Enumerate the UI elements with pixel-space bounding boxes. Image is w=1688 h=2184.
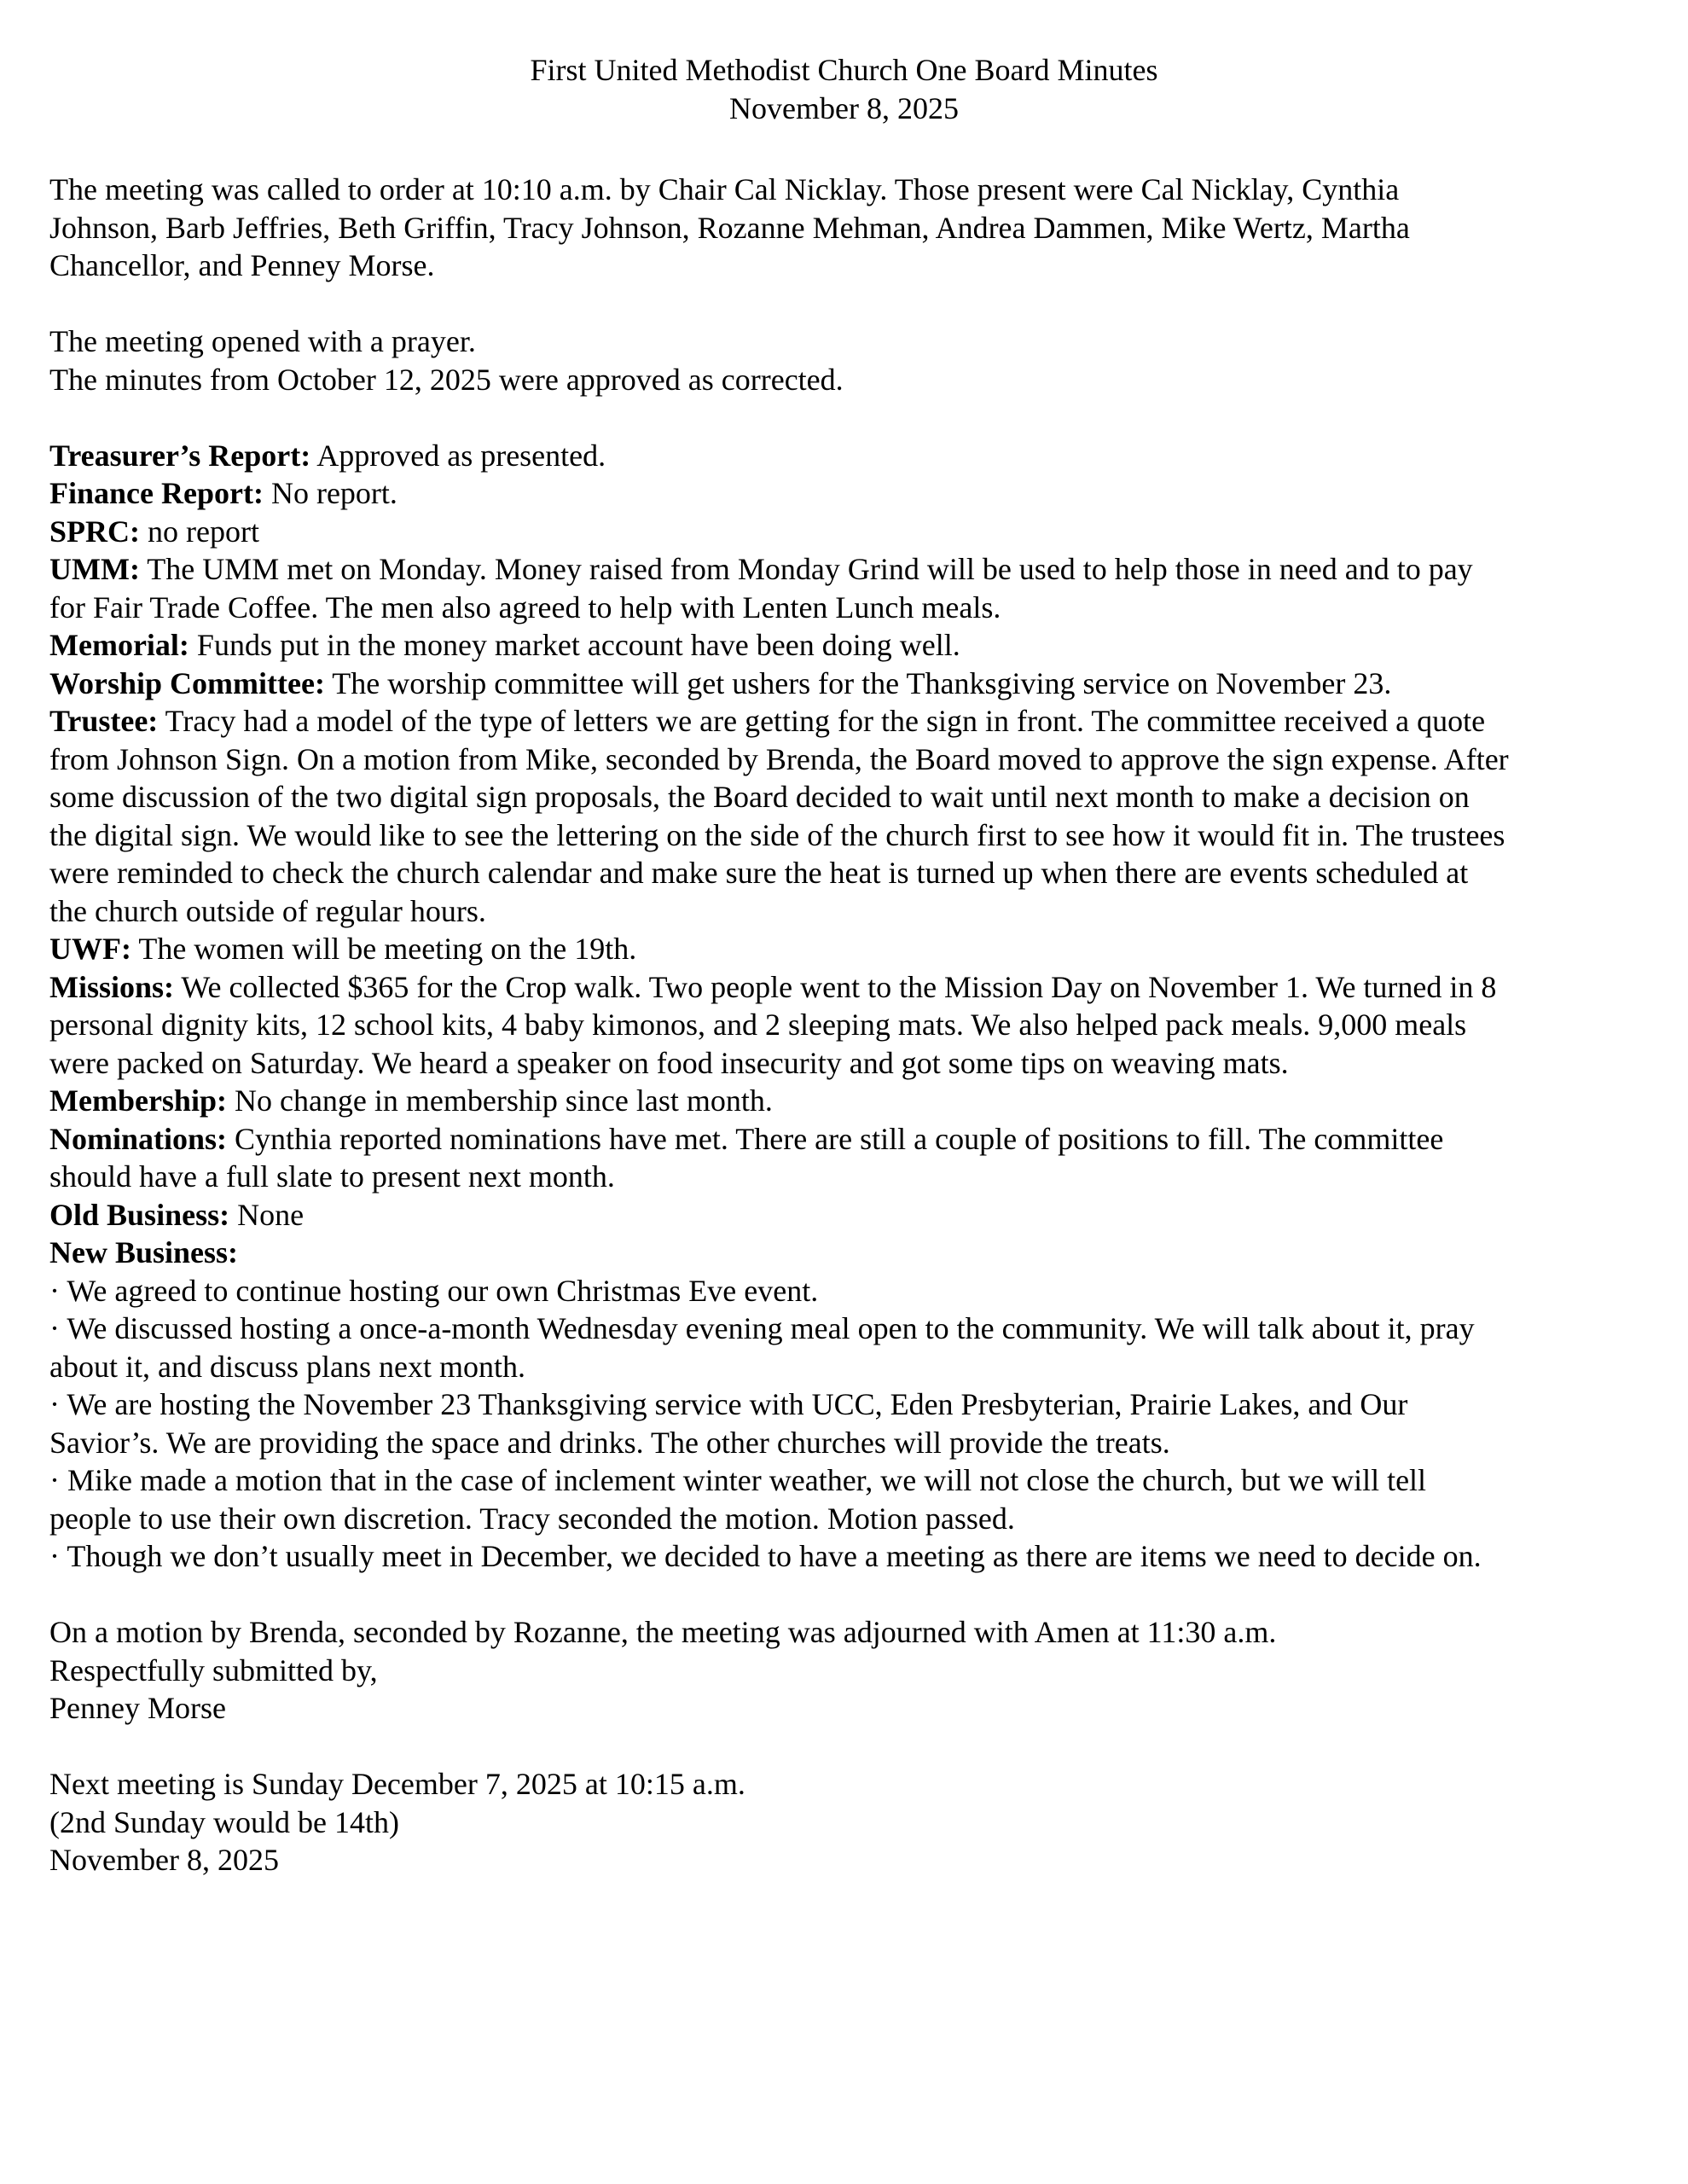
report-text: personal dignity kits, 12 school kits, 4 baby kimonos, and 2 sleeping mats. We also helped pack meals. 9,000 meals — [49, 1008, 1467, 1042]
report-item — [49, 968, 1653, 1083]
new-business-item — [49, 1310, 1653, 1385]
report-line — [49, 589, 1653, 627]
report-item — [49, 1196, 1653, 1234]
report-line — [49, 702, 1653, 741]
report-item — [49, 1082, 1653, 1120]
report-label: Missions: — [49, 969, 175, 1004]
report-text: The women will be meeting on the 19th. — [131, 932, 637, 966]
report-line — [49, 892, 1653, 931]
report-text: were reminded to check the church calendar and make sure the heat is turned up when there are events scheduled at — [49, 856, 1469, 890]
next-meeting-note: (2nd Sunday would be 14th) — [49, 1804, 399, 1839]
report-label: Membership: — [49, 1083, 227, 1118]
report-item — [49, 665, 1653, 703]
report-item — [49, 437, 1653, 475]
report-item — [49, 930, 1653, 968]
report-label: Finance Report: — [49, 476, 264, 510]
report-label: Trustee: — [49, 704, 159, 738]
report-line — [49, 513, 1653, 551]
report-text: Cynthia reported nominations have met. There are still a couple of positions to fill. The committee — [227, 1121, 1444, 1156]
report-text: should have a full slate to present next month. — [49, 1159, 615, 1194]
report-label: New Business: — [49, 1235, 239, 1269]
report-item — [49, 1120, 1653, 1196]
report-text: No report. — [263, 476, 397, 510]
new-business-line: about it, and discuss plans next month. — [49, 1349, 525, 1384]
report-line — [49, 816, 1653, 855]
report-text: no report — [140, 514, 259, 549]
report-text: No change in membership since last month. — [226, 1083, 773, 1118]
report-line — [49, 1196, 1653, 1234]
new-business-item — [49, 1537, 1653, 1576]
report-line — [49, 550, 1653, 589]
report-item — [49, 474, 1653, 513]
new-business-line: · Though we don’t usually meet in December, we decided to have a meeting as there are items we need to decide on. — [49, 1539, 1482, 1573]
report-line — [49, 1120, 1653, 1159]
document-date: November 8, 2025 — [729, 90, 959, 125]
report-line — [49, 854, 1653, 892]
report-text: for Fair Trade Coffee. The men also agreed to help with Lenten Lunch meals. — [49, 590, 1001, 624]
new-business-line: · We agreed to continue hosting our own Christmas Eve event. — [49, 1273, 819, 1308]
reports-section — [49, 437, 1653, 1272]
report-line — [49, 1234, 1653, 1272]
report-line — [49, 1158, 1653, 1196]
attendance-paragraph — [49, 171, 1653, 285]
report-text: Tracy had a model of the type of letters we are getting for the sign in front. The committee received a quote — [158, 704, 1486, 738]
report-line — [49, 665, 1653, 703]
attendance-line: Johnson, Barb Jeffries, Beth Griffin, Tracy Johnson, Rozanne Mehman, Andrea Dammen, Mike Wertz, Martha — [49, 210, 1410, 245]
report-label: UWF: — [49, 932, 131, 966]
report-item — [49, 626, 1653, 665]
new-business-item — [49, 1385, 1653, 1461]
report-item — [49, 513, 1653, 551]
report-label: SPRC: — [49, 514, 140, 549]
report-item — [49, 550, 1653, 626]
report-line — [49, 626, 1653, 665]
minutes-body — [49, 171, 1653, 1879]
report-line — [49, 1082, 1653, 1120]
report-label: Nominations: — [49, 1121, 228, 1156]
adjournment-text: On a motion by Brenda, seconded by Rozanne, the meeting was adjourned with Amen at 11:30 a.m. — [49, 1615, 1277, 1649]
report-line — [49, 1044, 1653, 1083]
report-line — [49, 968, 1653, 1007]
report-line — [49, 437, 1653, 475]
report-text: the church outside of regular hours. — [49, 893, 486, 928]
prayer-text: The meeting opened with a prayer. — [49, 324, 476, 358]
report-line — [49, 930, 1653, 968]
report-text: We collected $365 for the Crop walk. Two people went to the Mission Day on November 1. We turned in 8 — [174, 969, 1497, 1004]
report-label: Treasurer’s Report: — [49, 438, 311, 473]
report-text: the digital sign. We would like to see the lettering on the side of the church first to see how it would fit in. The trustees — [49, 817, 1505, 852]
report-item — [49, 702, 1653, 930]
report-text: Funds put in the money market account have been doing well. — [189, 628, 960, 662]
new-business-line: · Mike made a motion that in the case of inclement winter weather, we will not close the church, but we will tell — [49, 1463, 1427, 1497]
submitted-by-name: Penney Morse — [49, 1691, 226, 1725]
attendance-line: Chancellor, and Penney Morse. — [49, 248, 435, 282]
next-meeting-text: Next meeting is Sunday December 7, 2025 at 10:15 a.m. — [49, 1767, 745, 1801]
report-line — [49, 778, 1653, 816]
report-text: some discussion of the two digital sign proposals, the Board decided to wait until next month to make a decision on — [49, 780, 1470, 814]
minutes-approval-text: The minutes from October 12, 2025 were approved as corrected. — [49, 362, 844, 397]
report-line — [49, 1006, 1653, 1044]
report-label: UMM: — [49, 552, 140, 586]
report-text: The UMM met on Monday. Money raised from Monday Grind will be used to help those in need and to pay — [139, 552, 1473, 586]
report-text: from Johnson Sign. On a motion from Mike, seconded by Brenda, the Board moved to approve the sign expense. After — [49, 741, 1509, 776]
report-text: were packed on Saturday. We heard a speaker on food insecurity and got some tips on weaving mats. — [49, 1045, 1289, 1080]
new-business-line: · We are hosting the November 23 Thanksgiving service with UCC, Eden Presbyterian, Prairie Lakes, and Our — [49, 1387, 1408, 1421]
report-text: The worship committee will get ushers for the Thanksgiving service on November 23. — [324, 665, 1392, 700]
document-title: First United Methodist Church One Board Minutes — [530, 53, 1158, 87]
report-text: Approved as presented. — [310, 438, 606, 473]
report-text: None — [229, 1197, 305, 1232]
new-business-line: · We discussed hosting a once-a-month Wednesday evening meal open to the community. We will talk about it, pray — [49, 1311, 1475, 1345]
report-item — [49, 1234, 1653, 1272]
new-business-line: Savior’s. We are providing the space and drinks. The other churches will provide the treats. — [49, 1425, 1170, 1460]
new-business-item — [49, 1272, 1653, 1310]
report-label: Memorial: — [49, 628, 189, 662]
report-label: Old Business: — [49, 1197, 230, 1232]
attendance-line: The meeting was called to order at 10:10 a.m. by Chair Cal Nicklay. Those present were Cal Nicklay, Cynthia — [49, 172, 1400, 206]
document-header — [0, 51, 1688, 127]
report-line — [49, 474, 1653, 513]
new-business-item — [49, 1461, 1653, 1537]
submitted-by-label: Respectfully submitted by, — [49, 1653, 378, 1687]
closing-date: November 8, 2025 — [49, 1843, 279, 1877]
new-business-list — [49, 1272, 1653, 1576]
report-label: Worship Committee: — [49, 665, 325, 700]
new-business-line: people to use their own discretion. Tracy seconded the motion. Motion passed. — [49, 1501, 1015, 1536]
report-line — [49, 741, 1653, 779]
